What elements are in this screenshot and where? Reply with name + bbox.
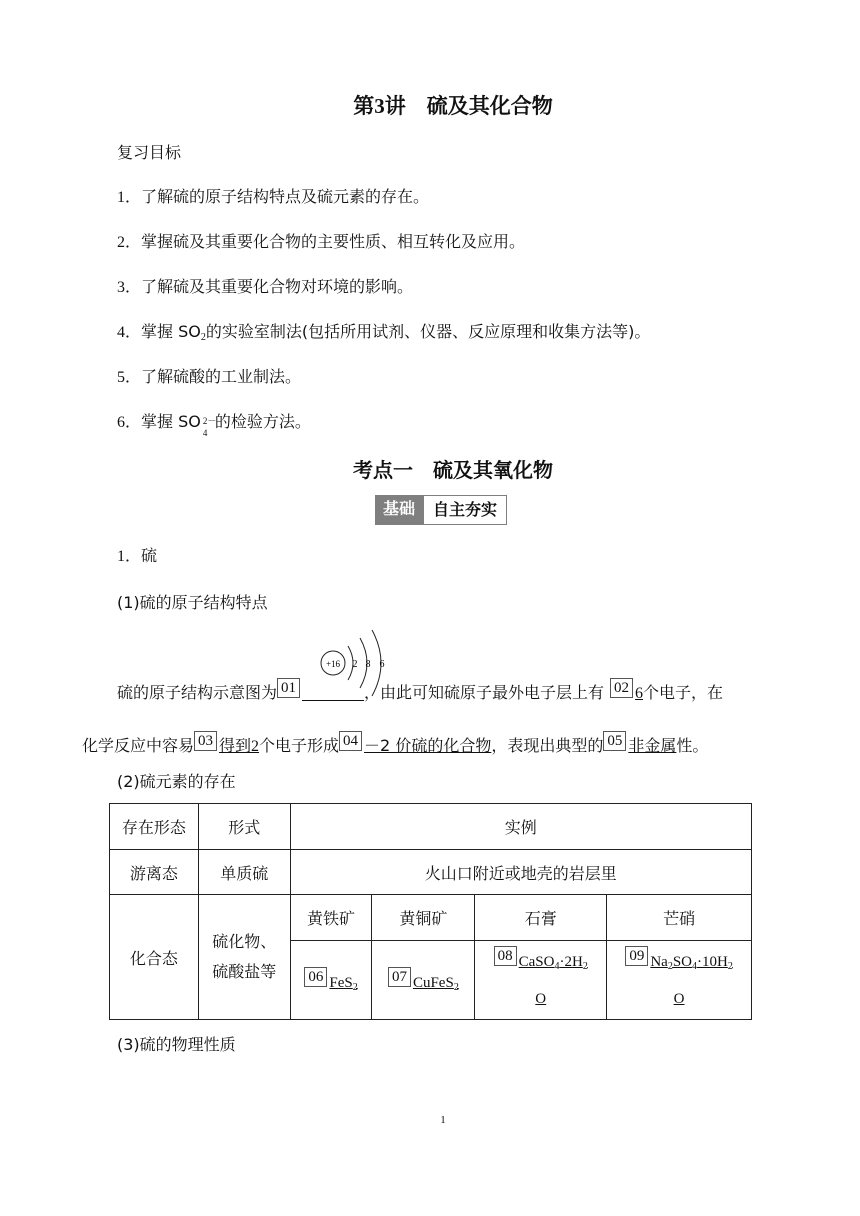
review-item-3: 3．了解硫及其重要化合物对环境的影响。: [117, 277, 414, 296]
answer-03: 得到2: [219, 736, 260, 755]
blank-line-01: [302, 682, 364, 701]
atom-structure-line-2: 化学反应中容易 03 得到2个电子形成 04 －2 价硫的化合物，表现出典型的 05 非金属性。: [82, 733, 709, 755]
mineral-cell: 石膏: [475, 895, 607, 941]
title-prefix: 第: [353, 94, 375, 118]
table-cell: 化合态: [110, 895, 199, 1020]
review-heading: 复习目标: [117, 143, 182, 162]
subheading-existence: (2)硫元素的存在: [117, 772, 236, 791]
badge-right: 自主夯实: [423, 495, 507, 525]
page-number: 1: [440, 1114, 446, 1126]
blank-box-02: 02: [610, 678, 633, 698]
answer-cell-07: 07 CuFeS$_2$: [372, 941, 475, 1020]
review-item-6: 6．掌握 SO 2－ 4 的检验方法。: [117, 412, 311, 438]
answer-02: 6: [635, 685, 644, 702]
answer-cell-09: 09 $Na_2SO_4\cdot 10H_2$ O: [607, 941, 752, 1020]
blank-box-01: 01: [277, 678, 300, 698]
answer-04: －2 价硫的化合物: [364, 736, 492, 755]
blank-box-05: 05: [603, 731, 626, 751]
atom-structure-line-1: 硫的原子结构示意图为 01 ，由此可知硫原子最外电子层上有 02 6个电子，在: [117, 680, 724, 702]
title-number: 3: [374, 94, 385, 118]
page-title: [0, 90, 860, 120]
blank-box-04: 04: [339, 731, 362, 751]
sulfur-existence-table: [109, 803, 752, 1020]
review-item-5: 5．了解硫酸的工业制法。: [117, 367, 302, 386]
review-item-1: 1．了解硫的原子结构特点及硫元素的存在。: [117, 187, 430, 206]
nucleus-charge: +16: [325, 659, 341, 669]
table-row: [110, 850, 752, 895]
table-cell: 单质硫: [198, 850, 290, 895]
table-cell: 硫化物、 硫酸盐等: [198, 895, 290, 1020]
table-header-row: [110, 804, 752, 850]
sulfur-heading: 1．硫: [117, 546, 158, 565]
answer-cell-08: 08 $CaSO_4\cdot 2H_2$ O: [475, 941, 607, 1020]
answer-cell-06: 06 FeS$_2$: [290, 941, 372, 1020]
mineral-cell: 黄铜矿: [372, 895, 475, 941]
table-header-cell: 实例: [290, 804, 751, 850]
section-badge: [375, 495, 507, 525]
sulfate-ion-scripts: 2－ 4: [202, 416, 217, 438]
review-item-2: 2．掌握硫及其重要化合物的主要性质、相互转化及应用。: [117, 232, 526, 251]
table-cell: 火山口附近或地壳的岩层里: [290, 850, 751, 895]
table-row: [110, 895, 752, 941]
shell-electrons-1: 2: [352, 659, 358, 670]
shell-electrons-3: 6: [379, 659, 385, 670]
table-cell: 游离态: [110, 850, 199, 895]
shell-electrons-2: 8: [365, 659, 371, 670]
mineral-cell: 黄铁矿: [290, 895, 372, 941]
blank-box-03: 03: [194, 731, 217, 751]
subheading-physical-properties: (3)硫的物理性质: [117, 1035, 236, 1054]
table-header-cell: 形式: [198, 804, 290, 850]
answer-05: 非金属: [628, 736, 677, 755]
subheading-atom-structure: (1)硫的原子结构特点: [117, 593, 268, 612]
mineral-cell: 芒硝: [607, 895, 752, 941]
table-header-cell: 存在形态: [110, 804, 199, 850]
section-title: 考点一 硫及其氧化物: [353, 458, 553, 482]
badge-left: 基础: [375, 495, 423, 525]
title-text: 讲 硫及其化合物: [384, 94, 553, 118]
review-item-4: 4．掌握 $SO_2$的实验室制法(包括所用试剂、仪器、反应原理和收集方法等)。: [117, 322, 651, 343]
